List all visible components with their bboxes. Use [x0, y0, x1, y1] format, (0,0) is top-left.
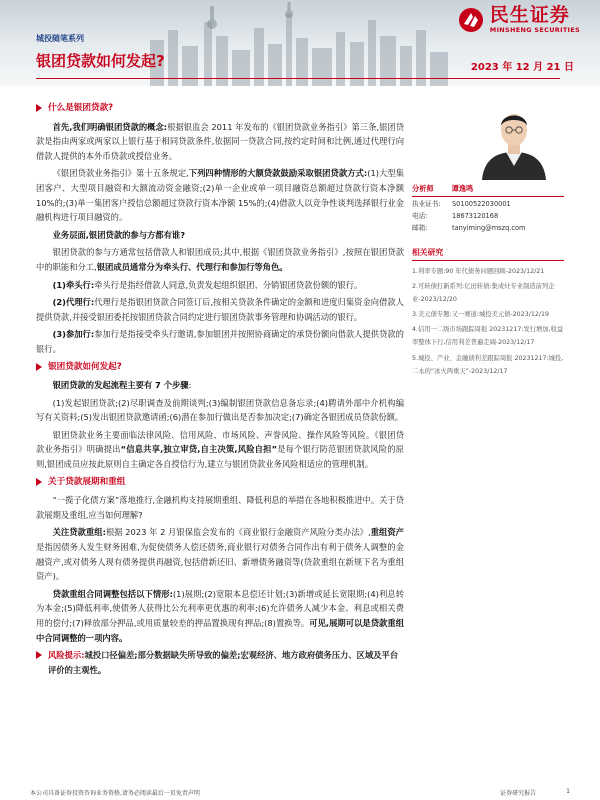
- report-type-label: 证券研究报告: [500, 790, 537, 797]
- paragraph: 首先,我们明确银团贷款的概念:根据银监会 2011 年发布的《银团贷款业务指引》第三条,银团贷款是指由两家或两家以上银行基于相同贷款条件,依据同一贷款合同,按约定时间和比例,通过代理行向借款人提供的本外币贷款或授信业务。: [36, 121, 404, 161]
- analyst-email-link[interactable]: tanyiming@mszq.com: [452, 224, 526, 232]
- analyst-photo: [468, 96, 560, 180]
- paragraph: 业务层面,银团贷款的参与方都有谁?: [52, 229, 186, 240]
- paragraph: 贷款重组合同调整包括以下情形:(1)展期;(2)宽限本息偿还计划;(3)新增或延长宽限期;(4)利息转为本金;(5)降低利率,使债务人获得比公允利率更优惠的利率;(6)允许债务人减少本金、利息或相关费用的偿付;(7)释放部分押品,或用质量较差的押品置换现有押品;(8)置换等。可见,展期可以是贷款重组中合同调整的一项内容。: [36, 588, 404, 643]
- section-marker-icon: [36, 104, 42, 112]
- company-logo: [458, 6, 580, 34]
- paragraph: (1)牵头行:牵头行是指经借款人同意,负责发起组织银团、分销银团贷款份额的银行。: [52, 279, 363, 290]
- paragraph: (2)代理行:代理行是指银团贷款合同签订后,按相关贷款条件确定的金额和进度归集资金向借款人提供贷款,并接受银团委托按银团贷款合同约定进行银团贷款事务管理和协调活动的银行。: [36, 297, 404, 322]
- logo-chinese-name: 民生证券: [489, 4, 570, 26]
- paragraph: (1)发起银团贷款;(2)尽职调查及前期谈判;(3)编制银团贷款信息备忘录;(4)聘请外部中介机构编写有关资料;(5)发出银团贷款邀请函;(6)潜在参加行做出是否参加决定;(7)确定各银团成员贷款份额。: [36, 397, 404, 423]
- section-heading-1: 什么是银团贷款?: [36, 101, 404, 116]
- header-divider: [36, 78, 560, 79]
- analyst-name: 谭逸鸣: [451, 184, 474, 193]
- report-header: [0, 0, 600, 86]
- section-marker-icon: [36, 478, 42, 486]
- related-research-item[interactable]: 1.利率专题:90 年代债务问题回顾-2023/12/21: [412, 268, 545, 275]
- related-research-list: [412, 265, 564, 378]
- related-research-item[interactable]: 2.可转债打新系列:亿田转债:集成灶专业制造前列企业-2023/12/20: [412, 283, 555, 304]
- analyst-info-row: 电话: 18673120168: [412, 212, 499, 220]
- related-research-item[interactable]: 4.信用一二级市场跟踪周报 20231217:发行增加,收益率整体下行,信用利差普遍走阔-2023/12/17: [412, 326, 564, 347]
- section-heading-2: 银团贷款如何发起?: [36, 360, 404, 375]
- paragraph: 关注贷款重组:根据 2023 年 2 月银保监会发布的《商业银行金融资产风险分类办法》,重组资产是指因债务人发生财务困难,为促使债务人偿还债务,商业银行对债务合同作出有利于债务人调整的金融资产,或对债务人现有债务提供再融资,包括借新还旧、新增债务融资等(贷款重组在新规下名为重组资产)。: [36, 527, 404, 582]
- paragraph: “一揽子化债方案”落地推行,金融机构支持展期重组、降低利息的举措在各地积极推进中。关于贷款展期及重组,应当如何理解?: [36, 495, 405, 520]
- section-marker-icon: [36, 651, 42, 659]
- analyst-label: 分析师: [412, 184, 434, 193]
- analyst-row: [412, 184, 564, 197]
- paragraph: 银团贷款的发起流程主要有 7 个步骤:: [52, 380, 192, 391]
- paragraph: 《银团贷款业务指引》第十五条规定,下列四种情形的大额贷款鼓励采取银团贷款方式:(1)大型集团客户、大型项目融资和大额流动资金融资;(2)单一企业或单一项目融资总额超过贷款行资本净额 10%的;(3)单一集团客户授信总额超过贷款行资本净额 15%的;(4)借款人以竞争性谈判选择银行业金融机构进行项目融资的。: [36, 168, 404, 223]
- analyst-info-row: 邮箱: tanyiming@mszq.com: [412, 224, 526, 232]
- related-research-item[interactable]: 3.美元债专题:又一赛道:城投美元债-2023/12/19: [412, 311, 549, 319]
- section-heading-3: 关于贷款展期和重组: [36, 475, 404, 490]
- section-marker-icon: [36, 363, 42, 371]
- paragraph: 银团贷款业务主要面临法律风险、信用风险、市场风险、声誉风险、操作风险等风险。《银团贷款业务指引》明确提出“信息共享,独立审贷,自主决策,风险自担”是每个银行防范银团贷款风险的原则,银团成员应按此原则自主确定各自授信行为,建立与银团贷款业务风险相适应的管理机制。: [36, 429, 404, 470]
- report-body: [36, 101, 404, 677]
- paragraph: 银团贷款的参与方通常包括借款人和银团成员;其中,根据《银团贷款业务指引》,按照在银团贷款中的职能和分工,银团成员通常分为牵头行、代理行和参加行等角色。: [36, 247, 404, 272]
- related-research-item[interactable]: 5.城投、产业、金融债利差跟踪周报 20231217:城投,二永的“冰火两重天”-2023/12/17: [412, 354, 564, 375]
- minsheng-logo-icon: [458, 7, 484, 33]
- related-research-title: 相关研究: [412, 247, 564, 261]
- analyst-sidebar: [412, 96, 564, 380]
- logo-english-name: MINSHENG SECURITIES: [489, 26, 580, 34]
- paragraph: (3)参加行:参加行是指接受牵头行邀请,参加银团并按照协商确定的承贷份额向借款人提供贷款的银行。: [36, 329, 404, 354]
- report-series: 城投随笔系列: [36, 34, 84, 43]
- report-title: 银团贷款如何发起?: [36, 52, 165, 70]
- page-number: 1: [566, 788, 570, 795]
- report-date: 2023 年 12 月 21 日: [470, 62, 574, 73]
- analyst-info-row: 执业证书: S0100522030001: [412, 200, 511, 208]
- risk-warning: 风险提示:城投口径偏差;部分数据缺失所导致的偏差;宏观经济、地方政府债务压力、区域及平台评价的主观性。: [36, 648, 404, 677]
- page-footer: [30, 788, 570, 797]
- disclaimer-note: 本公司具备证券投资咨询业务资格,请务必阅读最后一页免责声明: [30, 790, 200, 797]
